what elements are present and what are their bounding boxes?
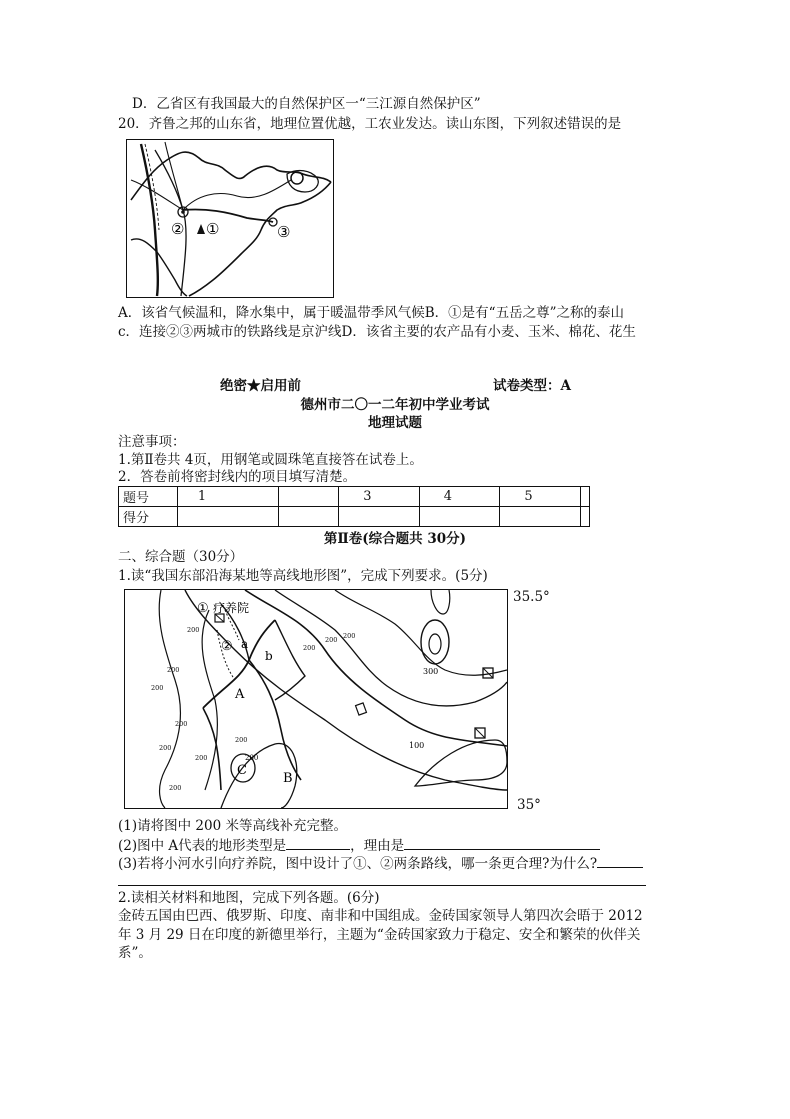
q1-sub3-line — [118, 853, 643, 873]
label-A: A — [235, 687, 245, 702]
contour-200: 200 — [245, 754, 259, 762]
lat-bottom-label: 35° — [517, 797, 541, 813]
notice-item-2: 2．答卷前将密封线内的项目填写清楚。 — [118, 469, 357, 485]
q20-option-ab: A．该省气候温和，降水集中，属于暖温带季风气候B．①是有“五岳之尊”之称的泰山 — [118, 305, 624, 321]
q1-sub2 — [118, 835, 600, 855]
part2-title: 第Ⅱ卷(综合题共 30分) — [323, 531, 467, 547]
label-C: C — [237, 763, 247, 778]
score-cell — [419, 507, 500, 527]
answer-blank-landform[interactable] — [286, 835, 350, 850]
q20-label-1: ① — [206, 220, 220, 238]
secret-label: 绝密★启用前 — [220, 378, 301, 394]
subject-title: 地理试题 — [368, 415, 422, 431]
label-small-a: a — [241, 637, 249, 651]
score-cell — [581, 487, 590, 507]
svg-text:200: 200 — [159, 744, 172, 752]
score-cell — [339, 507, 420, 527]
svg-text:200: 200 — [325, 636, 338, 644]
score-table-row — [119, 507, 590, 527]
q1-stem: 1.读“我国东部沿海某地等高线地形图”，完成下列要求。(5分) — [118, 568, 488, 584]
q2-para-3: 系”。 — [118, 945, 152, 961]
q2-para-1: 金砖五国由巴西、俄罗斯、印度、南非和中国组成。金砖国家领导人第四次会晤于 2012 — [118, 908, 643, 924]
paper-type: 试卷类型：A — [493, 378, 571, 394]
score-table-row — [119, 487, 590, 507]
score-cell: 得分 — [119, 507, 178, 527]
answer-blank-route[interactable] — [597, 853, 643, 868]
contour-map — [124, 589, 508, 809]
svg-text:200: 200 — [151, 684, 164, 692]
score-cell — [581, 507, 590, 527]
q1-sub1: (1)请将图中 200 米等高线补充完整。 — [118, 818, 347, 834]
sanatorium-label: 疗养院 — [213, 601, 250, 615]
notice-title: 注意事项： — [118, 434, 186, 450]
contour-100: 100 — [409, 741, 425, 750]
q19-option-d: D．乙省区有我国最大的自然保护区一“三江源自然保护区” — [132, 96, 481, 112]
q20-label-3: ③ — [277, 223, 291, 241]
route2-label: ② — [221, 639, 233, 654]
score-cell — [279, 507, 339, 527]
score-cell — [500, 507, 581, 527]
q20-option-cd: c．连接②③两城市的铁路线是京沪线D．该省主要的农产品有小麦、玉米、棉花、花生 — [118, 324, 636, 340]
score-cell: 4 — [419, 487, 500, 507]
score-table — [118, 486, 590, 527]
svg-text:200: 200 — [167, 666, 180, 674]
score-cell — [177, 507, 278, 527]
answer-line[interactable] — [118, 885, 646, 886]
svg-text:200: 200 — [175, 720, 188, 728]
label-B: B — [283, 771, 293, 786]
label-small-b: b — [265, 649, 273, 663]
q20-stem: 20．齐鲁之邦的山东省，地理位置优越，工农业发达。读山东图，下列叙述错误的是 — [118, 116, 622, 132]
section2-title: 二、综合题（30分） — [118, 549, 244, 565]
answer-blank-reason[interactable] — [404, 835, 600, 850]
svg-text:200: 200 — [343, 632, 356, 640]
lat-top-label: 35.5° — [513, 589, 550, 605]
contour-300: 300 — [423, 667, 439, 676]
exam-title: 德州市二〇一二年初中学业考试 — [300, 397, 490, 413]
score-cell: 3 — [339, 487, 420, 507]
q2-stem: 2.读相关材料和地图，完成下列各题。(6分) — [118, 890, 380, 906]
svg-text:200: 200 — [235, 736, 248, 744]
score-cell: 5 — [500, 487, 581, 507]
q2-para-2: 年 3 月 29 日在印度的新德里举行，主题为“金砖国家致力于稳定、安全和繁荣的伙伴关 — [118, 927, 641, 943]
svg-text:200: 200 — [169, 784, 182, 792]
svg-text:200: 200 — [303, 644, 316, 652]
q1-sub2-a: (2)图中 A代表的地形类型是 — [118, 838, 287, 854]
q20-label-2: ② — [171, 220, 185, 238]
svg-text:200: 200 — [195, 754, 208, 762]
score-cell: 1 — [177, 487, 278, 507]
score-cell — [279, 487, 339, 507]
score-cell: 题号 — [119, 487, 178, 507]
svg-text:200: 200 — [187, 626, 200, 634]
shandong-map — [126, 139, 334, 298]
notice-item-1: 1.第Ⅱ卷共 4页，用钢笔或圆珠笔直接答在试卷上。 — [118, 452, 423, 468]
route1-label: ① — [197, 601, 209, 616]
q1-sub3: (3)若将小河水引向疗养院，图中设计了①、②两条路线，哪一条更合理?为什么? — [118, 856, 598, 872]
q1-sub2-b: ，理由是 — [350, 838, 405, 854]
